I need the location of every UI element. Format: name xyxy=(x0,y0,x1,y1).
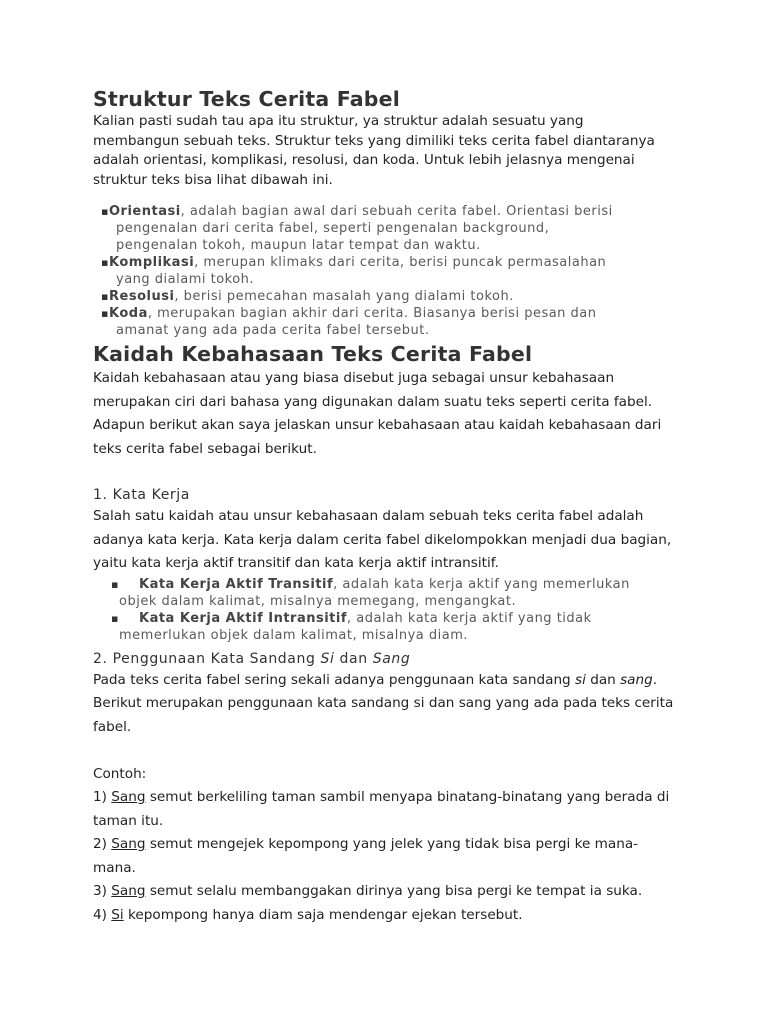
contoh-label: Contoh: xyxy=(93,765,147,782)
paragraph-kata-sandang: Pada teks cerita fabel sering sekali adanya penggunaan kata sandang si dan sang. Berikut merupakan penggunaan kata sandang si dan sang yang ada pada teks cerita fabel. Contoh: 1) Sang semut berkeliling taman sambil menyapa binatang-binatang yang berada di taman itu. 2) Sang semut mengejek kepompong yang jelek yang tidak bisa pergi ke mana- mana. 3) Sang semut selalu membanggakan dirinya yang bisa pergi ke tempat ia suka. 4) Si kepompong hanya diam saja mendengar ejekan tersebut. xyxy=(93,671,674,923)
example-1: 1) Sang semut berkeliling taman sambil menyapa binatang-binatang yang berada di taman itu. xyxy=(93,789,670,829)
kata-kerja-list xyxy=(93,576,683,644)
paragraph-struktur: Kalian pasti sudah tau apa itu struktur, ya struktur adalah sesuatu yang membangun sebuah teks. Struktur teks yang dimiliki teks cerita fabel diantaranya adalah orientasi, komplikasi, resolusi, dan koda. Untuk lebih jelasnya mengenai struktur teks bisa lihat dibawah ini. xyxy=(93,113,655,188)
bullet-icon: ▪ xyxy=(101,290,109,303)
example-3: 3) Sang semut selalu membanggakan dirinya yang bisa pergi ke tempat ia suka. xyxy=(93,883,643,899)
bullet-icon: ▪ xyxy=(111,611,119,625)
list-item-komplikasi: ▪Komplikasi, merupan klimaks dari cerita, berisi puncak permasalahan yang dialami tokoh. xyxy=(101,255,607,287)
paragraph-kata-kerja: Salah satu kaidah atau unsur kebahasaan dalam sebuah teks cerita fabel adalah adanya kata kerja. Kata kerja dalam cerita fabel dikelompokkan menjadi dua bagian, yaitu kata kerja aktif transitif dan kata kerja aktif intransitif. xyxy=(93,508,672,571)
paragraph-kaidah: Kaidah kebahasaan atau yang biasa disebut juga sebagai unsur kebahasaan merupakan ciri dari bahasa yang digunakan dalam suatu teks seperti cerita fabel. Adapun berikut akan saya jelaskan unsur kebahasaan atau kaidah kebahasaan dari teks cerita fabel sebagai berikut. xyxy=(93,370,662,457)
list-item-transitif: ▪ Kata Kerja Aktif Transitif, adalah kata kerja aktif yang memerlukan objek dalam kalimat, misalnya memegang, mengangkat. xyxy=(93,576,683,610)
list-item-intransitif: ▪ Kata Kerja Aktif Intransitif, adalah kata kerja aktif yang tidak memerlukan objek dalam kalimat, misalnya diam. xyxy=(93,610,683,644)
struktur-list xyxy=(93,203,683,339)
document-page xyxy=(93,86,683,927)
list-item-resolusi: ▪Resolusi, berisi pemecahan masalah yang dialami tokoh. xyxy=(101,289,514,304)
bullet-icon: ▪ xyxy=(101,307,109,320)
example-4: 4) Si kepompong hanya diam saja mendengar ejekan tersebut. xyxy=(93,906,523,923)
bullet-icon: ▪ xyxy=(111,577,119,591)
heading-struktur: Struktur Teks Cerita Fabel xyxy=(93,87,400,111)
example-2: 2) Sang semut mengejek kepompong yang jelek yang tidak bisa pergi ke mana- mana. xyxy=(93,836,639,876)
list-item-koda: ▪Koda, merupakan bagian akhir dari cerita. Biasanya berisi pesan dan amanat yang ada pada cerita fabel tersebut. xyxy=(101,306,597,338)
bullet-icon: ▪ xyxy=(101,256,109,269)
heading-kaidah: Kaidah Kebahasaan Teks Cerita Fabel xyxy=(93,342,533,366)
heading-kata-sandang: 2. Penggunaan Kata Sandang Si dan Sang xyxy=(93,650,411,667)
heading-kata-kerja: 1. Kata Kerja xyxy=(93,487,190,503)
list-item-orientasi: ▪Orientasi, adalah bagian awal dari sebuah cerita fabel. Orientasi berisi pengenalan dari cerita fabel, seperti pengenalan background, pengenalan tokoh, maupun latar tempat dan waktu. xyxy=(101,204,613,253)
bullet-icon: ▪ xyxy=(101,205,109,218)
